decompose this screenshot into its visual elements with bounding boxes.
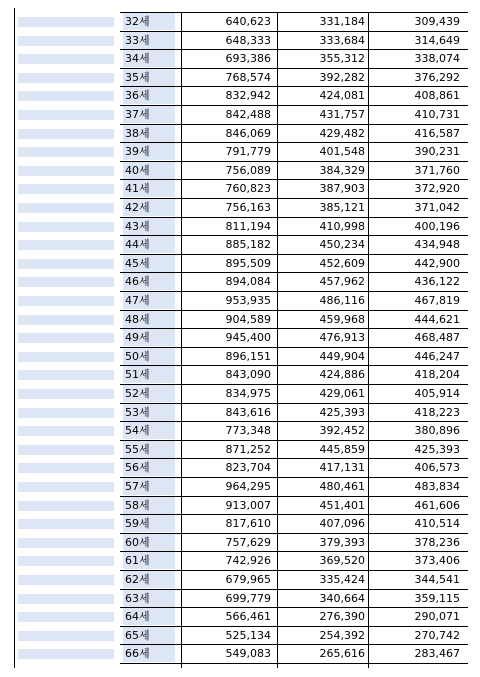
table-row [0, 458, 480, 477]
male-cell: 392,452 [319, 424, 365, 438]
label-cell-highlight [18, 631, 114, 641]
male-cell: 254,392 [319, 628, 365, 642]
male-cell: 457,962 [319, 275, 365, 289]
age-cell: 64세 [123, 608, 175, 625]
male-cell: 387,903 [319, 182, 365, 196]
female-cell: 461,606 [414, 498, 460, 512]
age-cell: 41세 [123, 180, 175, 197]
female-cell: 372,920 [414, 182, 460, 196]
age-cell: 61세 [123, 552, 175, 569]
table-row [0, 607, 480, 626]
table-row [0, 626, 480, 645]
table-row [0, 254, 480, 273]
age-cell: 37세 [123, 106, 175, 123]
table-row [0, 235, 480, 254]
age-cell: 39세 [123, 143, 175, 160]
total-cell: 964,295 [225, 480, 271, 493]
age-cell: 36세 [123, 87, 175, 104]
label-cell-highlight [18, 36, 114, 46]
male-cell: 451,401 [319, 498, 365, 512]
female-cell: 406,573 [414, 461, 460, 475]
age-cell: 56세 [123, 459, 175, 476]
label-cell-highlight [18, 370, 114, 380]
total-cell: 693,386 [225, 52, 271, 66]
male-cell: 355,312 [319, 52, 365, 66]
label-cell-highlight [18, 519, 114, 529]
female-cell: 483,834 [414, 480, 460, 493]
label-cell-highlight [18, 463, 114, 473]
age-cell: 34세 [123, 50, 175, 67]
label-cell-highlight [18, 538, 114, 548]
table-row [0, 570, 480, 589]
female-cell: 425,393 [414, 442, 460, 456]
male-cell: 369,520 [319, 554, 365, 568]
age-cell: 54세 [123, 422, 175, 439]
female-cell: 444,621 [414, 312, 460, 326]
table-row [0, 142, 480, 161]
label-cell-highlight [18, 333, 114, 343]
total-cell: 811,194 [225, 219, 271, 233]
male-cell: 392,282 [319, 70, 365, 84]
male-cell: 445,859 [319, 442, 365, 456]
label-cell-highlight [18, 556, 114, 566]
age-cell: 59세 [123, 515, 175, 532]
female-cell: 283,467 [414, 647, 460, 661]
total-cell: 896,151 [225, 349, 271, 363]
total-cell: 895,509 [225, 256, 271, 270]
female-cell: 410,514 [414, 517, 460, 531]
label-cell-highlight [18, 352, 114, 362]
label-cell-highlight [18, 649, 114, 659]
total-cell: 832,942 [225, 89, 271, 103]
label-cell-highlight [18, 166, 114, 176]
male-cell: 424,081 [319, 89, 365, 103]
total-cell: 648,333 [225, 33, 271, 47]
table-row [0, 179, 480, 198]
total-cell: 756,163 [225, 201, 271, 214]
age-cell: 48세 [123, 311, 175, 328]
female-cell: 408,861 [414, 89, 460, 103]
male-cell: 276,390 [319, 610, 365, 624]
total-cell: 894,084 [225, 275, 271, 289]
age-cell: 65세 [123, 627, 175, 644]
table-row [0, 105, 480, 124]
total-cell: 699,779 [225, 591, 271, 605]
total-cell: 842,488 [225, 108, 271, 121]
label-cell-highlight [18, 612, 114, 622]
label-cell-highlight [18, 184, 114, 194]
table-row [0, 347, 480, 366]
label-cell-highlight [18, 277, 114, 287]
total-cell: 817,610 [225, 517, 271, 531]
female-cell: 442,900 [414, 256, 460, 270]
total-cell: 953,935 [225, 294, 271, 307]
female-cell: 309,439 [414, 15, 460, 28]
age-cell: 66세 [123, 645, 175, 662]
female-cell: 290,071 [414, 610, 460, 624]
female-cell: 400,196 [414, 219, 460, 233]
male-cell: 449,904 [319, 349, 365, 363]
female-cell: 410,731 [414, 108, 460, 121]
female-cell: 418,223 [414, 405, 460, 419]
male-cell: 340,664 [319, 591, 365, 605]
female-cell: 390,231 [414, 145, 460, 159]
male-cell: 385,121 [319, 201, 365, 214]
female-cell: 405,914 [414, 387, 460, 400]
age-cell: 49세 [123, 329, 175, 346]
table-row [0, 514, 480, 533]
male-cell: 407,096 [319, 517, 365, 531]
age-cell: 51세 [123, 366, 175, 383]
age-cell: 50세 [123, 348, 175, 365]
female-cell: 436,122 [414, 275, 460, 289]
label-cell-highlight [18, 482, 114, 492]
age-cell: 63세 [123, 590, 175, 607]
female-cell: 434,948 [414, 238, 460, 252]
age-cell: 42세 [123, 199, 175, 216]
table-row [0, 68, 480, 87]
table-row [0, 644, 480, 663]
table-row [0, 533, 480, 552]
female-cell: 446,247 [414, 349, 460, 363]
female-cell: 378,236 [414, 535, 460, 549]
table-row [0, 291, 480, 310]
table-row [0, 12, 480, 31]
label-cell-highlight [18, 203, 114, 213]
total-cell: 756,089 [225, 163, 271, 177]
total-cell: 566,461 [225, 610, 271, 624]
total-cell: 885,182 [225, 238, 271, 252]
label-cell-highlight [18, 259, 114, 269]
age-cell: 44세 [123, 236, 175, 253]
table-row [0, 124, 480, 143]
total-cell: 768,574 [225, 70, 271, 84]
table-row [0, 161, 480, 180]
age-cell: 55세 [123, 441, 175, 458]
male-cell: 410,998 [319, 219, 365, 233]
label-cell-highlight [18, 315, 114, 325]
male-cell: 486,116 [319, 294, 365, 307]
male-cell: 424,886 [319, 368, 365, 382]
total-cell: 742,926 [225, 554, 271, 568]
total-cell: 846,069 [225, 126, 271, 140]
label-cell-highlight [18, 91, 114, 101]
total-cell: 843,616 [225, 405, 271, 419]
male-cell: 480,461 [319, 480, 365, 493]
total-cell: 525,134 [225, 628, 271, 642]
total-cell: 640,623 [225, 15, 271, 28]
label-cell-highlight [18, 147, 114, 157]
female-cell: 467,819 [414, 294, 460, 307]
table-row [0, 365, 480, 384]
table-row [0, 384, 480, 403]
label-cell-highlight [18, 426, 114, 436]
male-cell: 459,968 [319, 312, 365, 326]
female-cell: 418,204 [414, 368, 460, 382]
male-cell: 333,684 [319, 33, 365, 47]
age-cell: 58세 [123, 497, 175, 514]
female-cell: 344,541 [414, 573, 460, 586]
female-cell: 416,587 [414, 126, 460, 140]
table-row [0, 421, 480, 440]
age-cell: 33세 [123, 32, 175, 49]
female-cell: 359,115 [414, 591, 460, 605]
age-cell: 46세 [123, 273, 175, 290]
table-row [0, 310, 480, 329]
male-cell: 450,234 [319, 238, 365, 252]
total-cell: 791,779 [225, 145, 271, 159]
total-cell: 871,252 [225, 442, 271, 456]
female-cell: 314,649 [414, 33, 460, 47]
age-cell: 53세 [123, 404, 175, 421]
label-cell-highlight [18, 240, 114, 250]
label-cell-highlight [18, 296, 114, 306]
total-cell: 843,090 [225, 368, 271, 382]
female-cell: 380,896 [414, 424, 460, 438]
table-row [0, 328, 480, 347]
total-cell: 913,007 [225, 498, 271, 512]
male-cell: 417,131 [319, 461, 365, 475]
label-cell-highlight [18, 594, 114, 604]
label-cell-highlight [18, 408, 114, 418]
table-row [0, 272, 480, 291]
male-cell: 335,424 [319, 573, 365, 586]
age-cell: 45세 [123, 255, 175, 272]
label-cell-highlight [18, 501, 114, 511]
age-cell: 47세 [123, 292, 175, 309]
total-cell: 760,823 [225, 182, 271, 196]
total-cell: 945,400 [225, 331, 271, 345]
age-cell: 40세 [123, 162, 175, 179]
total-cell: 773,348 [225, 424, 271, 438]
male-cell: 452,609 [319, 256, 365, 270]
table-row [0, 403, 480, 422]
table-row [0, 217, 480, 236]
male-cell: 476,913 [319, 331, 365, 345]
table-row [0, 440, 480, 459]
total-cell: 549,083 [225, 647, 271, 661]
age-cell: 52세 [123, 385, 175, 402]
label-cell-highlight [18, 575, 114, 585]
table-row [0, 496, 480, 515]
male-cell: 425,393 [319, 405, 365, 419]
female-cell: 338,074 [414, 52, 460, 66]
male-cell: 265,616 [319, 647, 365, 661]
age-cell: 62세 [123, 571, 175, 588]
label-cell-highlight [18, 17, 114, 27]
total-cell: 679,965 [225, 573, 271, 586]
label-cell-highlight [18, 54, 114, 64]
table-row [0, 551, 480, 570]
label-cell-highlight [18, 129, 114, 139]
male-cell: 429,482 [319, 126, 365, 140]
label-cell-highlight [18, 222, 114, 232]
male-cell: 429,061 [319, 387, 365, 400]
table-row [0, 86, 480, 105]
age-cell: 32세 [123, 13, 175, 30]
age-cell: 38세 [123, 125, 175, 142]
table-row [0, 198, 480, 217]
total-cell: 834,975 [225, 387, 271, 400]
female-cell: 376,292 [414, 70, 460, 84]
female-cell: 270,742 [414, 628, 460, 642]
label-cell-highlight [18, 110, 114, 120]
male-cell: 384,329 [319, 163, 365, 177]
male-cell: 431,757 [319, 108, 365, 121]
total-cell: 757,629 [225, 535, 271, 549]
female-cell: 373,406 [414, 554, 460, 568]
table-row [0, 49, 480, 68]
female-cell: 468,487 [414, 331, 460, 345]
age-cell: 60세 [123, 534, 175, 551]
label-cell-highlight [18, 389, 114, 399]
row-divider [120, 663, 468, 664]
male-cell: 401,548 [319, 145, 365, 159]
table-row [0, 31, 480, 50]
female-cell: 371,760 [414, 163, 460, 177]
age-cell: 57세 [123, 478, 175, 495]
male-cell: 331,184 [319, 15, 365, 28]
label-cell-highlight [18, 445, 114, 455]
total-cell: 904,589 [225, 312, 271, 326]
table-row [0, 589, 480, 608]
label-cell-highlight [18, 73, 114, 83]
total-cell: 823,704 [225, 461, 271, 475]
male-cell: 379,393 [319, 535, 365, 549]
female-cell: 371,042 [414, 201, 460, 214]
table-row [0, 477, 480, 496]
age-cell: 35세 [123, 69, 175, 86]
age-cell: 43세 [123, 218, 175, 235]
